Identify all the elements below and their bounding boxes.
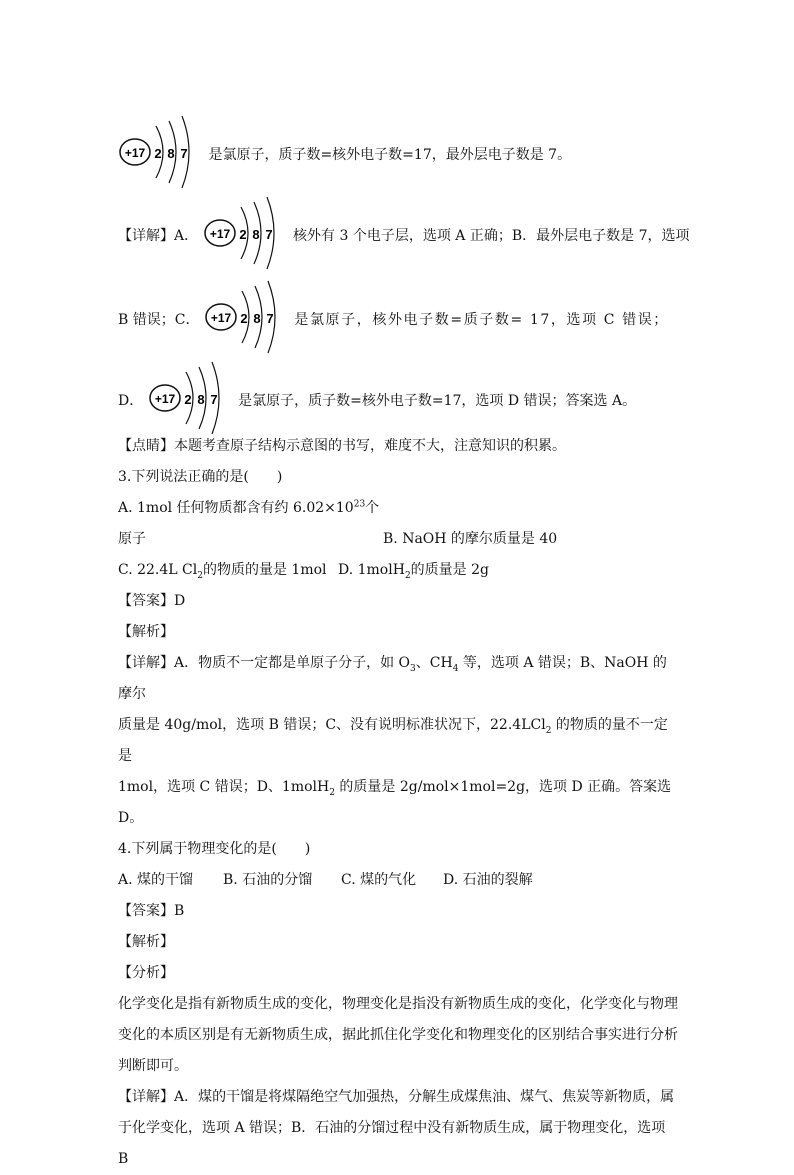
shell-electron-count: 8 [167,146,175,161]
paragraph-1-text: 是氯原子，质子数=核外电子数=17，最外层电子数是 7。 [208,147,572,163]
shell-electron-count: 7 [266,311,274,326]
question-4-breakdown-line-1: 化学变化是指有新物质生成的变化，物理变化是指没有新物质生成的变化，化学变化与物理 [118,996,678,1012]
shell-electron-count: 7 [264,227,273,242]
chlorine-atom-diagram [203,193,289,279]
paragraph-4-text: 是氯原子，质子数=核外电子数=17，选项 D 错误；答案选 A。 [238,393,637,409]
nucleus-charge: +17 [210,311,232,325]
shell-electron-count: 2 [240,311,248,326]
paragraph-3-prefix: B 错误；C． [118,312,200,328]
question-4-detail-line-1: 【详解】A．煤的干馏是将煤隔绝空气加强热，分解生成煤焦油、煤气、焦炭等新物质，属 [118,1089,675,1105]
atom-structure-svg [118,112,204,192]
question-3-option-d: D. 1molH$_2$的质量是 2g [338,562,489,581]
chlorine-atom-diagram [204,277,290,363]
question-3-options-row-1 [118,493,678,555]
question-4-option-b: B. 石油的分馏 [223,872,313,888]
question-3-option-a: A. 1mol 任何物质都含有约 $6.02\times 10^{23}$个原子 [118,499,380,547]
paragraph-1 [118,112,571,198]
question-4-option-a: A. 煤的干馏 [118,872,194,888]
atom-structure-svg [204,277,290,357]
tip-paragraph: 【点睛】本题考查原子结构示意图的书写，难度不大，注意知识的积累。 [118,438,566,454]
nucleus-charge: +17 [154,392,175,406]
shell-electron-count: 8 [251,227,260,242]
question-4-option-d: D. 石油的裂解 [443,872,533,888]
shell-electron-count: 2 [238,227,247,242]
paragraph-2 [118,193,690,279]
question-4-option-c: C. 煤的气化 [341,872,417,888]
atom-structure-svg [148,358,234,438]
paragraph-3-text: 是氯原子，核外电子数=质子数= 17，选项 C 错误； [294,312,669,328]
chlorine-atom-diagram [118,112,204,198]
shell-electron-count: 2 [154,146,162,161]
detail-label: 【详解】A． [118,228,199,244]
question-3-option-b: B. NaOH 的摩尔质量是 40 [383,531,558,547]
atom-structure-svg [203,193,289,273]
question-4-detail-line-2: 于化学变化，选项 A 错误；B．石油的分馏过程中没有新物质生成，属于物理变化，选项 B [118,1120,666,1167]
question-3-option-c: C. 22.4L $Cl_2$的物质的量是 1mol [118,562,327,581]
question-4-stem: 4.下列属于物理变化的是( ) [118,841,311,857]
question-3-answer: 【答案】D [118,593,186,609]
shell-electron-count: 7 [180,146,188,161]
shell-electron-count: 2 [184,392,192,407]
paragraph-3 [118,277,669,363]
paragraph-4-prefix: D． [118,393,144,409]
question-4-options [118,865,678,896]
question-3-stem: 3.下列说法正确的是( ) [118,469,283,485]
shell-electron-count: 8 [197,392,205,407]
question-3-analysis-heading: 【解析】 [118,624,174,640]
nucleus-charge: +17 [209,227,230,241]
question-3-detail-line-3: 1mol，选项 C 错误；D、1molH$_2$ 的质量是 2g/mol×1mol=2g，选项 D 正确。答案选 D。 [118,779,672,826]
question-4-breakdown-line-3: 判断即可。 [118,1058,188,1074]
question-4-breakdown-heading: 【分析】 [118,965,174,981]
shell-electron-count: 7 [210,392,218,407]
question-4-breakdown-line-2: 变化的本质区别是有无新物质生成，据此抓住化学变化和物理变化的区别结合事实进行分析 [118,1027,678,1043]
nucleus-charge: +17 [124,146,146,160]
shell-electron-count: 8 [253,311,261,326]
question-4-answer: 【答案】B [118,903,185,919]
question-3-detail-line-1: 【详解】A．物质不一定都是单原子分子，如 $O_3$、$CH_4$ 等，选项 A 错误；B、NaOH 的摩尔 [118,655,667,702]
question-4-analysis-heading: 【解析】 [118,934,174,950]
question-3-detail-line-2: 质量是 40g/mol，选项 B 错误；C、没有说明标准状况下，22.4LCl$_2$ 的物质的量不一定是 [118,717,668,764]
paragraph-2-text: 核外有 3 个电子层，选项 A 正确；B．最外层电子数是 7，选项 [293,228,690,244]
question-3-options-row-2 [118,555,678,586]
main-text [118,431,678,1175]
